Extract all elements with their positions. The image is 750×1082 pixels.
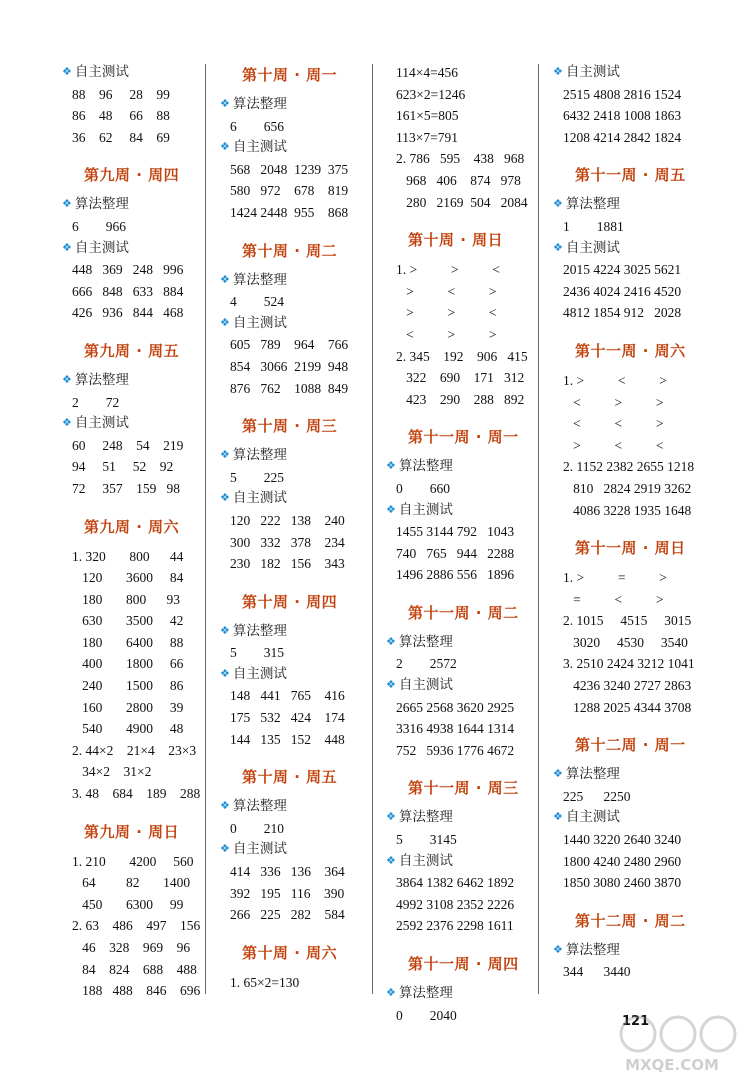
answer-row: 4086 3228 1935 1648 [563, 502, 692, 518]
day-heading: 第十二周 · 周一 [575, 736, 686, 755]
answer-row: 2. 786 595 438 968 [396, 151, 525, 167]
answer-row: 72 357 159 98 [72, 480, 180, 496]
section-label-text: 自主测试 [232, 139, 287, 156]
answer-row: 188 488 846 696 [72, 983, 201, 999]
answer-row: > < > [396, 283, 497, 299]
answer-row: 450 6300 99 [72, 896, 184, 912]
diamond-bullet-icon: ❖ [62, 372, 72, 386]
section-label-text: 自主测试 [398, 852, 453, 869]
answer-row: 1455 3144 792 1043 [396, 524, 515, 540]
answer-row: 300 332 378 234 [230, 534, 345, 550]
answer-row: 4812 1854 912 2028 [563, 305, 682, 321]
day-heading: 第十二周 · 周二 [575, 911, 686, 930]
answer-row: 120 3600 84 [72, 570, 184, 586]
diamond-bullet-icon: ❖ [553, 942, 563, 956]
section-label-text: 算法整理 [398, 458, 453, 475]
diamond-bullet-icon: ❖ [220, 799, 230, 813]
page-number: 121 [622, 1014, 650, 1029]
answer-row: 46 328 969 96 [72, 940, 191, 955]
answer-row: > < < [563, 437, 664, 453]
answer-row: 426 936 844 468 [72, 305, 184, 321]
answer-row: 1496 2886 556 1896 [396, 567, 515, 583]
answer-row: 175 532 424 174 [230, 710, 345, 726]
diamond-bullet-icon: ❖ [62, 65, 72, 78]
diamond-bullet-icon: ❖ [386, 986, 396, 999]
day-heading: 第十一周 · 周三 [408, 779, 519, 798]
section-spacer [386, 761, 538, 775]
answer-row: 2. 345 192 906 415 [396, 348, 528, 364]
answer-row: 114×4=456 [396, 65, 458, 80]
answer-row: 568 2048 1239 375 [230, 161, 349, 177]
section-label [62, 194, 204, 216]
day-heading: 第九周 · 周六 [84, 517, 180, 536]
answer-row: 448 369 248 996 [72, 262, 184, 278]
diamond-bullet-icon: ❖ [386, 634, 396, 648]
diamond-bullet-icon: ❖ [553, 197, 563, 211]
day-heading: 第十周 · 周一 [242, 66, 338, 84]
column-divider [538, 64, 539, 994]
diamond-bullet-icon: ❖ [220, 491, 230, 505]
section-label [220, 445, 372, 467]
section-label [386, 807, 538, 829]
section-label [386, 632, 538, 654]
answer-row: 2. 44×2 21×4 23×3 [72, 742, 197, 758]
section-label [220, 796, 372, 818]
answer-row: 113×7=791 [396, 129, 458, 145]
watermark-logo [598, 1012, 746, 1076]
section-label [220, 137, 372, 159]
answer-row: 6 966 [72, 218, 126, 234]
answer-row: 605 789 964 766 [230, 337, 349, 353]
day-heading: 第十周 · 周六 [242, 943, 338, 962]
section-label-text: 自主测试 [74, 239, 129, 256]
answer-row: 1288 2025 4344 3708 [563, 699, 692, 715]
section-label [553, 194, 727, 216]
answer-row: 740 765 944 2288 [396, 545, 515, 561]
answer-row: 1 1881 [563, 218, 624, 234]
answer-row: 4236 3240 2727 2863 [563, 678, 692, 694]
section-label-text: 算法整理 [232, 96, 287, 112]
section-spacer [553, 148, 727, 162]
section-label [386, 500, 538, 522]
diamond-bullet-icon: ❖ [386, 853, 396, 867]
answer-row: 266 225 282 584 [230, 907, 345, 923]
answer-row: 64 82 1400 [72, 875, 191, 891]
day-heading: 第十一周 · 周一 [408, 428, 519, 447]
section-label [62, 413, 204, 435]
answer-row: 3864 1382 6462 1892 [396, 875, 515, 891]
answer-row: 5 315 [230, 645, 284, 661]
section-label [386, 675, 538, 697]
section-label-text: 算法整理 [565, 941, 620, 958]
section-spacer [220, 399, 372, 413]
section-label [386, 851, 538, 873]
section-spacer [553, 894, 727, 908]
diamond-bullet-icon: ❖ [220, 140, 230, 154]
answer-row: 344 3440 [563, 964, 631, 980]
answer-row: 540 4900 48 [72, 721, 184, 737]
day-heading: 第十一周 · 周日 [575, 539, 686, 558]
answer-row: 144 135 152 448 [230, 731, 345, 747]
answer-row: 2. 63 486 497 156 [72, 918, 201, 934]
diamond-bullet-icon: ❖ [386, 459, 396, 473]
section-label-text: 自主测试 [232, 841, 287, 858]
section-spacer [553, 324, 727, 338]
diamond-bullet-icon: ❖ [220, 315, 230, 329]
section-label-text: 算法整理 [232, 622, 287, 639]
section-label-text: 自主测试 [232, 490, 287, 507]
answer-row: 1440 3220 2640 3240 [563, 832, 682, 848]
answer-row: 88 96 28 99 [72, 86, 170, 102]
answer-row: 34×2 31×2 [72, 764, 152, 780]
answer-row: 6 656 [230, 118, 284, 134]
section-label [386, 983, 538, 1005]
diamond-bullet-icon: ❖ [220, 97, 230, 110]
section-label-text: 自主测试 [74, 415, 129, 432]
answer-column-3 [380, 62, 538, 1082]
section-label [220, 270, 372, 292]
answer-row: 180 6400 88 [72, 634, 184, 650]
answer-row: 2. 1015 4515 3015 [563, 613, 692, 629]
section-spacer [62, 805, 204, 819]
answer-row: 230 182 156 343 [230, 556, 345, 572]
section-spacer [386, 937, 538, 951]
section-label-text: 算法整理 [398, 633, 453, 650]
diamond-bullet-icon: ❖ [220, 666, 230, 680]
section-spacer [220, 224, 372, 238]
answer-row: 666 848 633 884 [72, 283, 184, 299]
answer-row: 810 2824 2919 3262 [563, 480, 692, 496]
section-label-text: 算法整理 [232, 271, 287, 288]
section-label-text: 自主测试 [74, 64, 129, 80]
section-label-text: 算法整理 [565, 766, 620, 783]
section-label-text: 自主测试 [232, 665, 287, 682]
answer-row: 36 62 84 69 [72, 129, 170, 145]
day-heading: 第十一周 · 周五 [575, 166, 686, 185]
answer-row: 1. 65×2=130 [230, 974, 300, 990]
answer-row: 148 441 765 416 [230, 688, 345, 704]
answer-row: 6432 2418 1008 1863 [563, 108, 682, 124]
section-spacer [553, 718, 727, 732]
answer-row: 1. 320 800 44 [72, 548, 184, 564]
diamond-bullet-icon: ❖ [220, 448, 230, 462]
day-heading: 第十一周 · 周六 [575, 341, 686, 360]
section-label-text: 算法整理 [232, 798, 287, 815]
answer-row: 392 195 116 390 [230, 885, 345, 901]
answer-row: 0 2040 [396, 1007, 457, 1023]
answer-row: 752 5936 1776 4672 [396, 742, 515, 758]
section-label-text: 自主测试 [398, 677, 453, 694]
diamond-bullet-icon: ❖ [62, 416, 72, 430]
answer-row: < < > [563, 416, 664, 432]
day-heading: 第九周 · 周五 [84, 341, 180, 360]
answer-row: 1. > < > [563, 372, 667, 388]
diamond-bullet-icon: ❖ [220, 842, 230, 856]
answer-row: 0 210 [230, 820, 284, 836]
section-label [220, 839, 372, 861]
answer-row: 1850 3080 2460 3870 [563, 875, 682, 891]
diamond-bullet-icon: ❖ [553, 810, 563, 824]
answer-row: 4 524 [230, 294, 284, 310]
section-label-text: 算法整理 [74, 371, 129, 388]
answer-row: 1. > > < [396, 262, 500, 278]
answer-row: 2592 2376 2298 1611 [396, 918, 514, 934]
diamond-bullet-icon: ❖ [220, 623, 230, 637]
section-label [220, 94, 372, 116]
diamond-bullet-icon: ❖ [386, 502, 396, 516]
day-heading: 第十一周 · 周四 [408, 955, 519, 973]
answer-row: 240 1500 86 [72, 678, 184, 694]
answer-row: 5 225 [230, 469, 284, 485]
diamond-bullet-icon: ❖ [220, 272, 230, 286]
answer-row: 120 222 138 240 [230, 512, 345, 528]
answer-row: 876 762 1088 849 [230, 380, 349, 396]
day-heading: 第十周 · 周四 [242, 592, 338, 611]
section-label [386, 456, 538, 478]
answer-column-1 [56, 62, 204, 1082]
answer-row: 161×5=805 [396, 108, 459, 124]
answer-row: < > > [563, 394, 664, 410]
day-heading: 第十周 · 周二 [242, 241, 338, 260]
watermark-text: MXQE.COM [625, 1056, 719, 1074]
answer-row: 580 972 678 819 [230, 183, 349, 199]
answer-row: 160 2800 39 [72, 699, 184, 715]
day-heading: 第九周 · 周日 [84, 822, 180, 841]
section-label [220, 664, 372, 686]
answer-row: 2436 4024 2416 4520 [563, 283, 682, 299]
answer-row: 60 248 54 219 [72, 437, 184, 453]
diamond-bullet-icon: ❖ [386, 810, 396, 824]
answer-row: 3020 4530 3540 [563, 634, 688, 650]
section-label-text: 自主测试 [565, 64, 620, 80]
section-label-text: 自主测试 [565, 239, 620, 256]
column-divider [372, 64, 373, 994]
diamond-bullet-icon: ❖ [553, 767, 563, 781]
answer-row: 225 2250 [563, 788, 631, 804]
section-label [220, 621, 372, 643]
answer-row: 280 2169 504 2084 [396, 194, 528, 210]
answer-row: 423 290 288 892 [396, 391, 525, 407]
answer-row: 5 3145 [396, 832, 457, 848]
section-label [553, 764, 727, 786]
answer-column-2 [214, 62, 372, 1082]
answer-row: 3. 2510 2424 3212 1041 [563, 656, 695, 672]
answer-row: 180 800 93 [72, 591, 180, 607]
answer-row: = < > [563, 591, 664, 607]
answer-row: 2015 4224 3025 5621 [563, 262, 682, 278]
section-label-text: 算法整理 [398, 985, 453, 1001]
section-label [220, 313, 372, 335]
answer-row: 400 1800 66 [72, 656, 184, 672]
answer-row: 623×2=1246 [396, 86, 466, 102]
section-label-text: 算法整理 [398, 809, 453, 826]
section-label-text: 自主测试 [565, 809, 620, 826]
diamond-bullet-icon: ❖ [62, 197, 72, 211]
answer-row: 2515 4808 2816 1524 [563, 86, 682, 102]
section-spacer [62, 500, 204, 514]
section-label-text: 算法整理 [565, 196, 620, 213]
answer-column-4 [547, 62, 727, 1082]
section-spacer [386, 213, 538, 227]
answer-row: 1. 210 4200 560 [72, 853, 194, 869]
day-heading: 第九周 · 周四 [84, 166, 180, 185]
section-label [62, 370, 204, 392]
column-divider [205, 64, 206, 994]
answer-row: 630 3500 42 [72, 613, 184, 629]
answer-row: 2 72 [72, 394, 120, 410]
answer-row: 3316 4938 1644 1314 [396, 721, 515, 737]
answer-row: 86 48 66 88 [72, 108, 170, 124]
answer-row: 94 51 52 92 [72, 459, 174, 475]
section-spacer [62, 148, 204, 162]
diamond-bullet-icon: ❖ [553, 240, 563, 254]
answer-row: 1800 4240 2480 2960 [563, 853, 682, 869]
section-label [553, 940, 727, 962]
section-spacer [220, 926, 372, 940]
day-heading: 第十一周 · 周二 [408, 603, 519, 622]
section-label [62, 62, 204, 84]
section-spacer [386, 410, 538, 424]
answer-row: 1424 2448 955 868 [230, 204, 349, 220]
answer-row: 1208 4214 2842 1824 [563, 129, 682, 145]
section-label [553, 238, 727, 260]
day-heading: 第十周 · 周五 [242, 768, 338, 787]
section-label-text: 自主测试 [398, 501, 453, 518]
answer-row: 3. 48 684 189 288 [72, 786, 201, 802]
answer-row: 4992 3108 2352 2226 [396, 896, 515, 912]
answer-row: 0 660 [396, 480, 450, 496]
section-spacer [62, 324, 204, 338]
answer-row: 1. > = > [563, 570, 667, 586]
answer-row: 2665 2568 3620 2925 [396, 699, 515, 715]
answer-row: > > < [396, 305, 497, 321]
answer-row: 968 406 874 978 [396, 172, 521, 188]
section-label [62, 238, 204, 260]
section-label [553, 807, 727, 829]
section-label-text: 自主测试 [232, 314, 287, 331]
diamond-bullet-icon: ❖ [553, 65, 563, 78]
section-label [220, 488, 372, 510]
section-spacer [553, 521, 727, 535]
section-label-text: 算法整理 [232, 447, 287, 464]
section-spacer [386, 586, 538, 600]
answer-row: 854 3066 2199 948 [230, 358, 349, 374]
section-label-text: 算法整理 [74, 196, 129, 213]
section-label [553, 62, 727, 84]
answer-row: < > > [396, 326, 497, 342]
answer-row: 2. 1152 2382 2655 1218 [563, 459, 695, 475]
answer-row: 84 824 688 488 [72, 961, 197, 977]
diamond-bullet-icon: ❖ [62, 240, 72, 254]
day-heading: 第十周 · 周日 [408, 231, 504, 250]
section-spacer [220, 750, 372, 764]
section-spacer [220, 575, 372, 589]
answer-row: 2 2572 [396, 656, 457, 672]
answer-row: 322 690 171 312 [396, 370, 525, 386]
day-heading: 第十周 · 周三 [242, 417, 338, 436]
diamond-bullet-icon: ❖ [386, 678, 396, 692]
answer-row: 414 336 136 364 [230, 864, 345, 880]
